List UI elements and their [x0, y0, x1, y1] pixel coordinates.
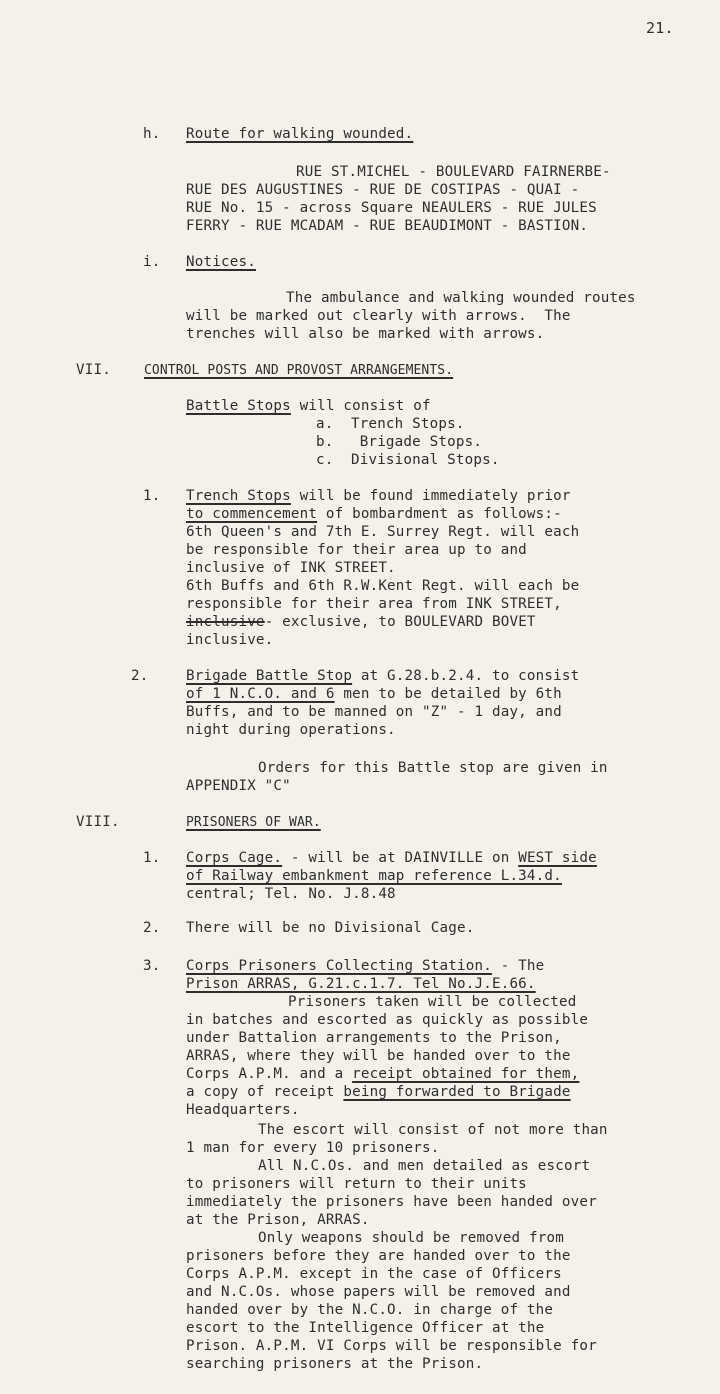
section-viii-title: PRISONERS OF WAR. — [186, 815, 321, 830]
viii-p3-line: Prisoners taken will be collected — [288, 994, 577, 1010]
viii-p3-nco: All N.C.Os. and men detailed as escort — [258, 1158, 591, 1174]
viii-p3-weapons: prisoners before they are handed over to the — [186, 1248, 571, 1264]
viii-p3-nco: at the Prison, ARRAS. — [186, 1212, 370, 1228]
vii-p1-line: be responsible for their area up to and — [186, 542, 527, 558]
route-line: FERRY - RUE MCADAM - RUE BEAUDIMONT - BASTION. — [186, 218, 589, 234]
viii-p1-line: central; Tel. No. J.8.48 — [186, 886, 396, 902]
section-i-label: i. — [143, 254, 161, 270]
viii-p3-number: 3. — [143, 958, 161, 974]
section-viii-label: VIII. — [76, 814, 120, 830]
viii-p2-line: There will be no Divisional Cage. — [186, 920, 475, 936]
viii-p3-weapons: escort to the Intelligence Officer at the — [186, 1320, 545, 1336]
stop-item: a. Trench Stops. — [316, 416, 465, 432]
vii-p1-line: inclusive of INK STREET. — [186, 560, 396, 576]
vii-p1-line: inclusive- exclusive, to BOULEVARD BOVET — [186, 614, 536, 630]
viii-p3-line: Corps Prisoners Collecting Station. - The — [186, 958, 545, 974]
page-number: 21. — [646, 19, 674, 37]
vii-p2-line: Buffs, and to be manned on "Z" - 1 day, and — [186, 704, 562, 720]
viii-p3-line: Prison ARRAS, G.21.c.1.7. Tel No.J.E.66. — [186, 976, 536, 992]
section-vii-label: VII. — [76, 362, 111, 378]
viii-p3-weapons: Corps A.P.M. except in the case of Officers — [186, 1266, 562, 1282]
vii-p1-number: 1. — [143, 488, 161, 504]
viii-p3-weapons: Prison. A.P.M. VI Corps will be responsible for — [186, 1338, 597, 1354]
viii-p3-nco: to prisoners will return to their units — [186, 1176, 527, 1192]
route-line: RUE ST.MICHEL - BOULEVARD FAIRNERBE- — [296, 164, 611, 180]
viii-p3-line: Corps A.P.M. and a receipt obtained for them, — [186, 1066, 580, 1082]
viii-p3-escort: 1 man for every 10 prisoners. — [186, 1140, 440, 1156]
vii-p1-line: responsible for their area from INK STREET, — [186, 596, 562, 612]
viii-p1-line: Corps Cage. - will be at DAINVILLE on WEST side — [186, 850, 597, 866]
battle-stops-term: Battle Stops — [186, 398, 291, 414]
vii-p2-line: Brigade Battle Stop at G.28.b.2.4. to consist — [186, 668, 580, 684]
notices-line: will be marked out clearly with arrows. The — [186, 308, 571, 324]
viii-p3-line: a copy of receipt being forwarded to Brigade — [186, 1084, 571, 1100]
viii-p1-number: 1. — [143, 850, 161, 866]
viii-p3-nco: immediately the prisoners have been handed over — [186, 1194, 597, 1210]
section-i-title: Notices. — [186, 254, 256, 270]
route-line: RUE DES AUGUSTINES - RUE DE COSTIPAS - QUAI - — [186, 182, 580, 198]
notices-line: trenches will also be marked with arrows. — [186, 326, 545, 342]
stop-item: c. Divisional Stops. — [316, 452, 500, 468]
vii-p2-line: night during operations. — [186, 722, 396, 738]
notices-line: The ambulance and walking wounded routes — [286, 290, 636, 306]
vii-p2-line: of 1 N.C.O. and 6 men to be detailed by 6th — [186, 686, 562, 702]
vii-p1-line: inclusive. — [186, 632, 274, 648]
viii-p1-line: of Railway embankment map reference L.34.d. — [186, 868, 562, 884]
viii-p3-weapons: Only weapons should be removed from — [258, 1230, 564, 1246]
section-h-label: h. — [143, 126, 161, 142]
section-vii-title: CONTROL POSTS AND PROVOST ARRANGEMENTS. — [144, 363, 454, 378]
viii-p3-weapons: handed over by the N.C.O. in charge of the — [186, 1302, 554, 1318]
viii-p3-line: ARRAS, where they will be handed over to the — [186, 1048, 571, 1064]
struck-word: inclusive — [186, 614, 265, 630]
viii-p3-weapons: searching prisoners at the Prison. — [186, 1356, 484, 1372]
vii-p1-line: 6th Buffs and 6th R.W.Kent Regt. will each be — [186, 578, 580, 594]
viii-p3-line: Headquarters. — [186, 1102, 300, 1118]
vii-p1-line: 6th Queen's and 7th E. Surrey Regt. will each — [186, 524, 580, 540]
viii-p3-line: under Battalion arrangements to the Prison, — [186, 1030, 562, 1046]
vii-p1-line: Trench Stops will be found immediately prior — [186, 488, 571, 504]
vii-p2-number: 2. — [131, 668, 149, 684]
vii-p2-orders: Orders for this Battle stop are given in — [258, 760, 608, 776]
stop-item: b. Brigade Stops. — [316, 434, 483, 450]
viii-p3-weapons: and N.C.Os. whose papers will be removed and — [186, 1284, 571, 1300]
vii-p2-orders: APPENDIX "C" — [186, 778, 291, 794]
viii-p3-escort: The escort will consist of not more than — [258, 1122, 608, 1138]
viii-p3-line: in batches and escorted as quickly as possible — [186, 1012, 589, 1028]
section-h-title: Route for walking wounded. — [186, 126, 414, 142]
viii-p2-number: 2. — [143, 920, 161, 936]
vii-p1-line: to commencement of bombardment as follows:- — [186, 506, 562, 522]
route-line: RUE No. 15 - across Square NEAULERS - RUE JULES — [186, 200, 597, 216]
battle-stops-intro: Battle Stops will consist of — [186, 398, 431, 414]
